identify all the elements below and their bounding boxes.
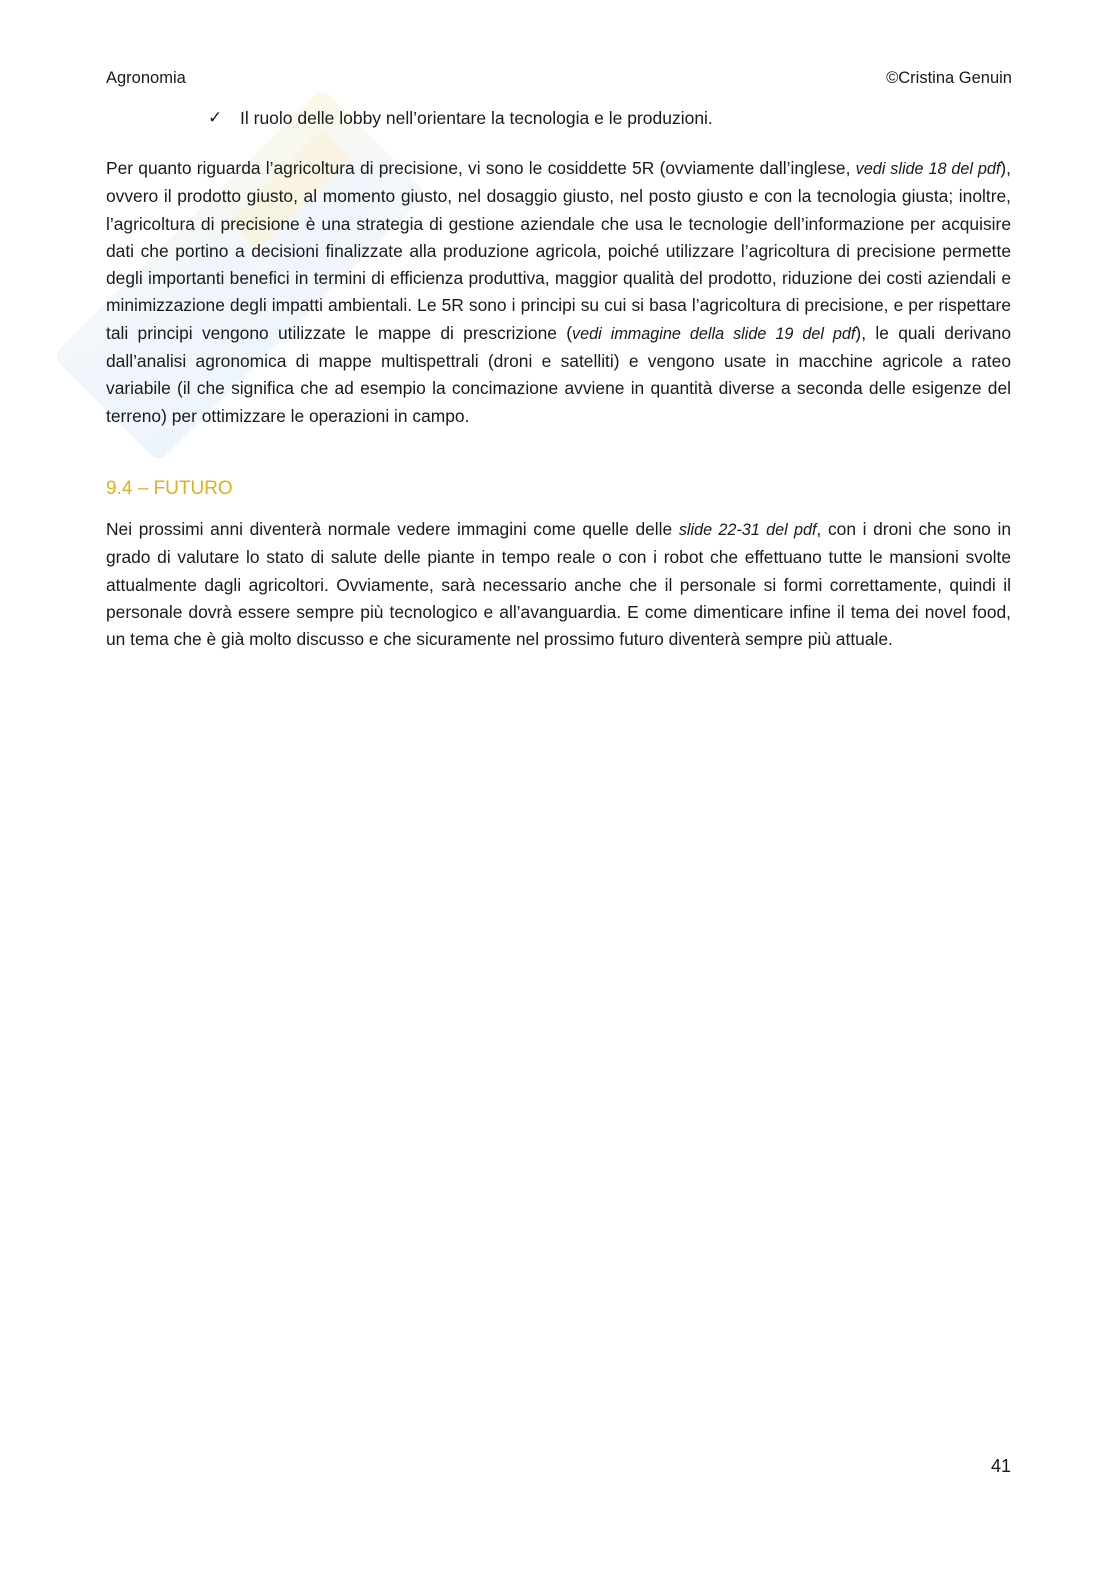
paragraph1-text-1: Per quanto riguarda l’agricoltura di precisione, vi sono le cosiddette 5R (ovviamente dall’inglese, [106, 158, 856, 178]
page-number: 41 [990, 1456, 1011, 1476]
header-author: ©Cristina Genuin [886, 69, 1012, 87]
header-course-title: Agronomia [106, 69, 186, 87]
paragraph1-ref-2: vedi immagine della slide 19 del pdf [572, 324, 856, 343]
paragraph1-text-3: ), le quali derivano dall’analisi agronomica di mappe multispettrali (droni e satelliti) e vengono usate in macchine agricole a rateo variabile (il che significa che ad esempio la concimazione avviene in quantità diverse a seconda delle esigenze del terreno) per ottimizzare le operazioni in campo. [106, 322, 1011, 426]
paragraph-future [106, 516, 1011, 653]
paragraph1-ref-1: vedi slide 18 del pdf [855, 160, 1001, 178]
section-heading: 9.4 – FUTURO [106, 478, 233, 499]
paragraph2-text-2: , con i droni che sono in grado di valutare lo stato di salute delle piante in tempo reale o con i robot che effettuano tutte le mansioni svolte attualmente dagli agricoltori. Ovviamente, sarà necessario anche che il personale si formi correttamente, quindi il personale dovrà essere sempre più tecnologico e all’avanguardia. E come dimenticare infine il tema dei novel food, un tema che è già molto discusso e che sicuramente nel prossimo futuro diventerà sempre più attuale. [106, 519, 1011, 650]
bullet-item [208, 106, 713, 130]
paragraph1-text-2: ), ovvero il prodotto giusto, al momento giusto, nel dosaggio giusto, nel posto giusto e con la tecnologia giusta; inoltre, l’agricoltura di precisione è una strategia di gestione aziendale che usa le tecnologie dell’informazione per acquisire dati che portino a decisioni finalizzate alla produzione agricola, poiché utilizzare l’agricoltura di precisione permette degli importanti benefici in termini di efficienza produttiva, maggior qualità del prodotto, riduzione dei costi aziendali e minimizzazione degli impatti ambientali. Le 5R sono i principi su cui si basa l’agricoltura di precisione, e per rispettare tali principi vengono utilizzate le mappe di prescrizione ( [106, 158, 1012, 343]
paragraph2-ref-1: slide 22-31 del pdf [678, 521, 817, 539]
paragraph2-text-1: Nei prossimi anni diventerà normale vedere immagini come quelle delle [106, 519, 679, 539]
checkmark-icon: ✓ [208, 108, 223, 127]
bullet-text: Il ruolo delle lobby nell’orientare la tecnologia e le produzioni. [240, 108, 713, 128]
paragraph-precision-agriculture [106, 155, 1011, 430]
